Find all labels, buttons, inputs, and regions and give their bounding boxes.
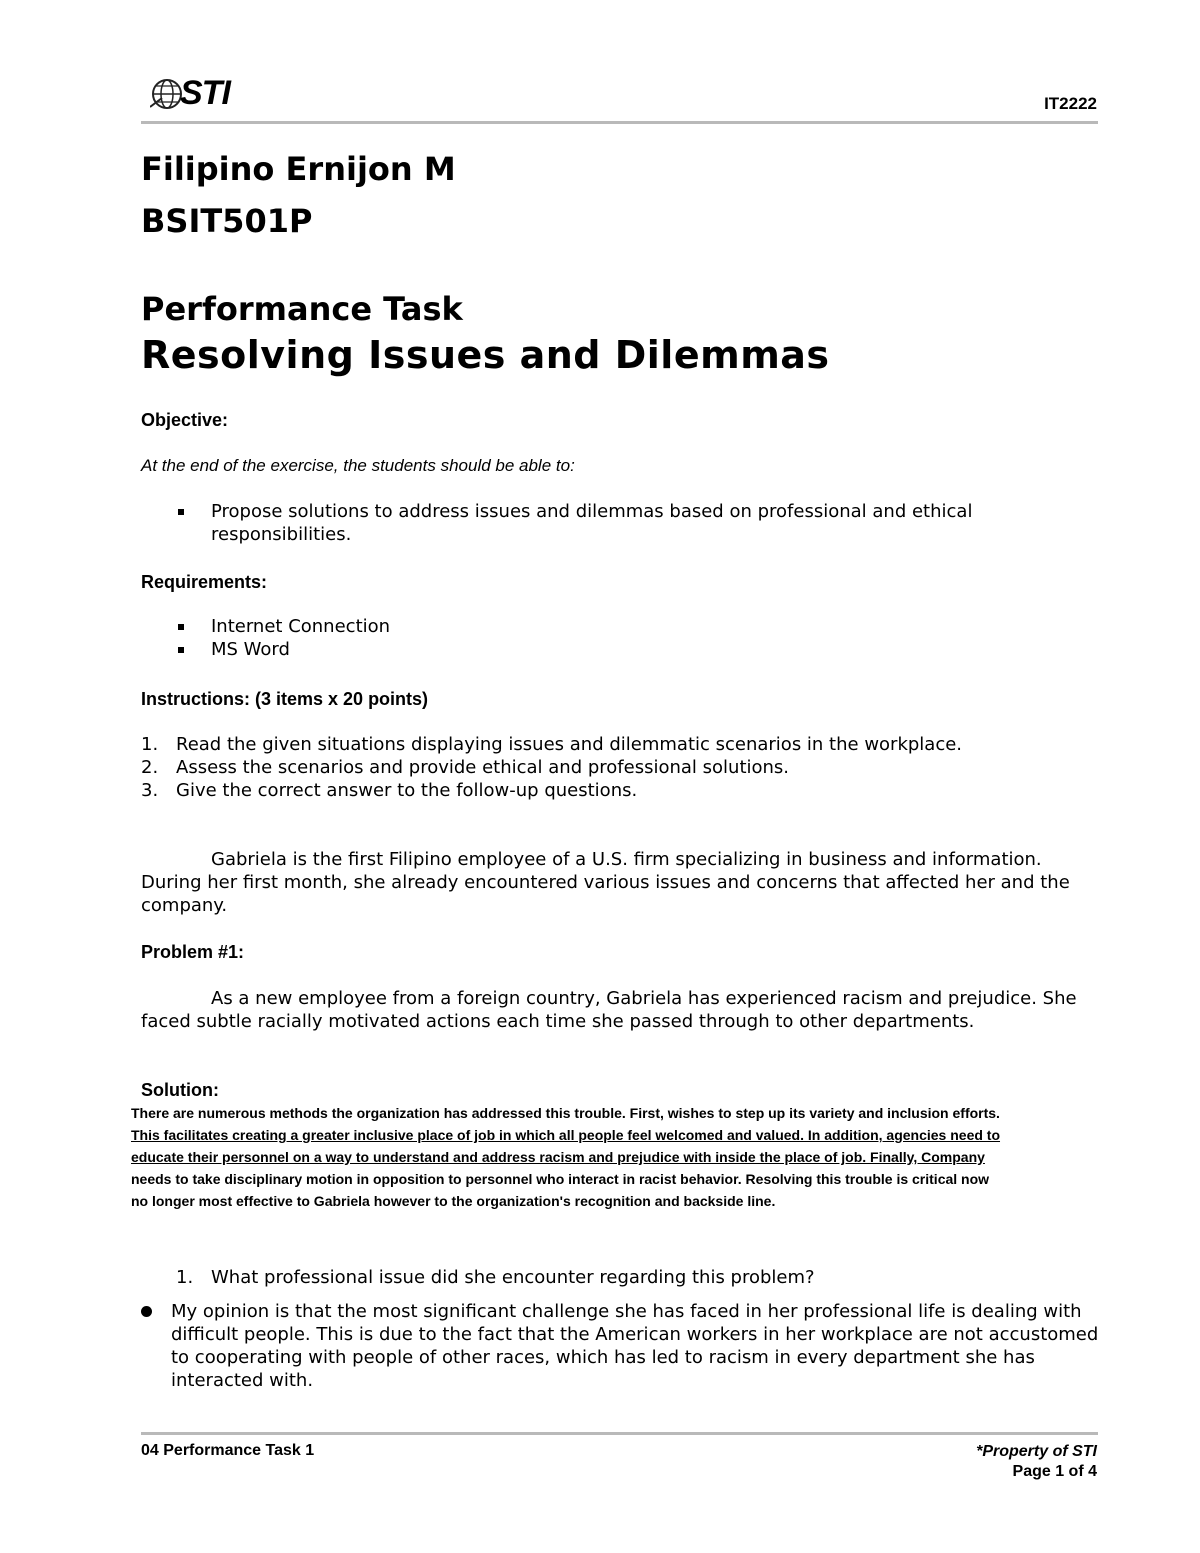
property-notice: *Property of STI: [976, 1443, 1097, 1460]
problem-heading: Problem #1:: [141, 942, 245, 962]
student-section: BSIT501P: [141, 202, 313, 240]
student-name: Filipino Ernijon M: [141, 150, 456, 188]
solution-heading: Solution:: [141, 1080, 219, 1100]
follow-up-question: 1. What professional issue did she encounter regarding this problem?: [176, 1267, 815, 1288]
instructions-list: [141, 733, 1091, 802]
list-item: Propose solutions to address issues and dilemmas based on professional and ethical responsibilities.: [141, 500, 1091, 546]
list-item: 2. Assess the scenarios and provide ethical and professional solutions.: [141, 757, 790, 778]
requirements-heading: Requirements:: [141, 572, 268, 592]
bullet-icon: [141, 1306, 152, 1317]
objective-intro: At the end of the exercise, the students should be able to:: [141, 456, 575, 475]
objective-heading: Objective:: [141, 410, 229, 430]
footer-task-label: 04 Performance Task 1: [141, 1442, 315, 1459]
course-code: IT2222: [1044, 94, 1097, 113]
list-item: 3. Give the correct answer to the follow-up questions.: [141, 780, 638, 801]
solution-text: There are numerous methods the organization has addressed this trouble. First, wishes to step up its variety and inclusion efforts. This facilitates creating a greater inclusive place of job in which all people feel welcomed and valued. In addition, agencies need to educate their personnel on a way to understand and address racism and prejudice with inside the place of job. Finally, Company needs to take disciplinary motion in opposition to personnel who interact in racist behavior. Resolving this trouble is critical now no longer most effective to Gabriela however to the organization's recognition and backside line.: [131, 1105, 1001, 1209]
footer-divider: [141, 1432, 1098, 1435]
task-title: Performance Task: [141, 290, 463, 328]
list-item: 1. Read the given situations displaying issues and dilemmatic scenarios in the workplace.: [141, 734, 963, 755]
bullet-icon: [178, 647, 184, 653]
header-divider: [141, 121, 1098, 124]
answer-paragraph: My opinion is that the most significant challenge she has faced in her professional life is dealing with difficult people. This is due to the fact that the American workers in her workplace are not accustomed to cooperating with people of other races, which has led to racism in every department she has interacted with.: [141, 1300, 1111, 1392]
scenario-paragraph: Gabriela is the first Filipino employee of a U.S. firm specializing in business and information. During her first month, she already encountered various issues and concerns that affected her and the company.: [141, 849, 1070, 916]
bullet-icon: [178, 624, 184, 630]
sti-logo: [150, 74, 250, 114]
instructions-heading: Instructions: (3 items x 20 points): [141, 689, 429, 709]
list-item: Internet Connection: [141, 615, 1091, 638]
objective-list: [141, 500, 1091, 546]
student-info: [141, 143, 456, 247]
task-subtitle: Resolving Issues and Dilemmas: [141, 333, 830, 377]
footer-right: [976, 1442, 1097, 1482]
problem-paragraph: As a new employee from a foreign country, Gabriela has experienced racism and prejudice. She faced subtle racially motivated actions each time she passed through to other departments.: [141, 988, 1077, 1032]
list-item: MS Word: [141, 638, 1091, 661]
requirements-list: [141, 615, 1091, 661]
logo-text: STI: [180, 74, 230, 112]
bullet-icon: [178, 509, 184, 515]
page-number: Page 1 of 4: [1012, 1463, 1097, 1480]
